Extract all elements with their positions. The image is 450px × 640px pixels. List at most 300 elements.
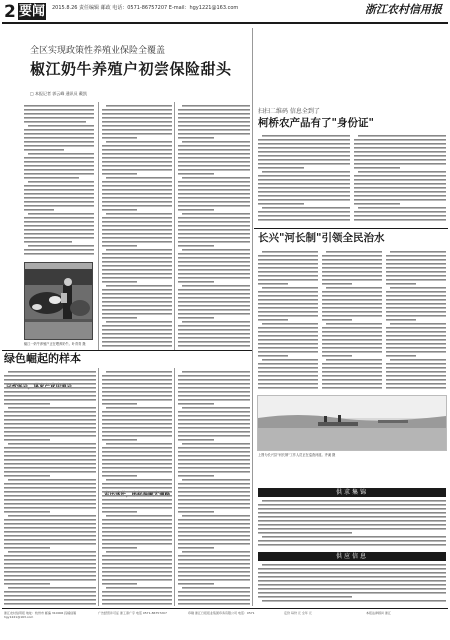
text-line (178, 483, 250, 485)
text-line (178, 555, 250, 557)
text-line (258, 532, 352, 534)
text-line (178, 487, 250, 489)
text-line (102, 225, 172, 227)
river-banner-photo (257, 395, 447, 451)
text-line (322, 315, 382, 317)
text-line (102, 313, 172, 315)
text-line (258, 283, 288, 285)
text-line (178, 591, 250, 593)
text-line (4, 475, 50, 477)
text-line (102, 337, 172, 339)
text-line (258, 255, 318, 257)
text-line (102, 399, 172, 401)
text-line (102, 181, 172, 183)
text-line (178, 125, 250, 127)
text-line (106, 321, 172, 323)
text-line (102, 415, 172, 417)
body-text (4, 370, 96, 606)
section-rule (254, 228, 448, 229)
text-line (102, 535, 172, 537)
text-line (258, 155, 350, 157)
body-text (258, 250, 318, 392)
right-kicker: 扫扫二维码 信息全到了 (258, 108, 320, 115)
text-line (102, 523, 172, 525)
text-line (386, 279, 446, 281)
text-line (386, 363, 446, 365)
text-line (102, 289, 172, 291)
text-line (258, 139, 350, 141)
text-line (322, 303, 382, 305)
text-line (102, 563, 172, 565)
text-line (386, 267, 446, 269)
text-line (178, 129, 250, 131)
text-line (102, 483, 172, 485)
text-line (178, 173, 214, 175)
text-line (4, 543, 96, 545)
text-line (102, 403, 137, 405)
text-line (102, 379, 172, 381)
text-line (178, 345, 250, 347)
text-line (4, 603, 96, 605)
text-line (102, 205, 172, 207)
text-line (178, 431, 250, 433)
text-line (386, 335, 446, 337)
text-line (4, 423, 96, 425)
text-line (102, 527, 172, 529)
text-line (102, 261, 172, 263)
text-line (102, 471, 172, 473)
text-line (102, 301, 172, 303)
text-line (102, 423, 172, 425)
text-line (178, 289, 250, 291)
text-line (106, 285, 172, 287)
text-line (354, 183, 446, 185)
text-line (106, 515, 172, 517)
text-line (258, 143, 350, 145)
text-line (258, 183, 350, 185)
text-line (102, 121, 172, 123)
text-line (258, 279, 318, 281)
text-lines (24, 104, 94, 260)
text-line (102, 511, 137, 513)
text-line (4, 431, 96, 433)
text-line (178, 281, 214, 283)
text-line (8, 443, 96, 445)
text-line (322, 299, 382, 301)
text-line (178, 209, 214, 211)
text-line (178, 133, 250, 135)
text-line (4, 391, 96, 393)
text-line (102, 487, 172, 489)
text-line (178, 245, 214, 247)
text-line (106, 407, 172, 409)
text-line (4, 591, 96, 593)
text-line (106, 177, 172, 179)
text-line (258, 580, 446, 582)
text-line (354, 159, 446, 161)
text-line (178, 495, 250, 497)
text-line (178, 531, 250, 533)
text-line (178, 459, 250, 461)
text-line (4, 559, 96, 561)
text-line (102, 375, 172, 377)
text-line (390, 359, 446, 361)
text-line (258, 311, 318, 313)
text-line (102, 269, 172, 271)
text-line (386, 311, 446, 313)
text-line (102, 161, 172, 163)
text-line (178, 313, 250, 315)
text-line (182, 321, 250, 323)
text-line (8, 479, 96, 481)
text-line (258, 215, 350, 217)
text-line (102, 345, 172, 347)
text-line (4, 539, 96, 541)
text-line (262, 135, 350, 137)
masthead-rule (2, 22, 448, 24)
footer-cell: 本报法律顾问 浙江 (366, 611, 391, 615)
text-line (354, 147, 446, 149)
text-line (178, 237, 250, 239)
text-line (258, 351, 318, 353)
text-line (178, 599, 250, 601)
text-line (262, 251, 318, 253)
text-line (102, 197, 172, 199)
body-text (258, 499, 446, 549)
lead-headline: 椒江奶牛养殖户初尝保险甜头 (30, 60, 232, 78)
banner-caption: 上图为长兴县"河长制"工作人员正在巡查河道。齐溪 摄 (258, 453, 336, 457)
text-line (8, 371, 96, 373)
text-line (258, 291, 318, 293)
text-line (4, 555, 96, 557)
text-line (102, 559, 172, 561)
text-line (322, 367, 382, 369)
text-line (354, 195, 446, 197)
text-line (178, 439, 214, 441)
text-line (102, 519, 172, 521)
box-title-supply: 供求集锦 (258, 488, 446, 497)
text-line (102, 157, 172, 159)
text-line (4, 575, 96, 577)
text-line (354, 187, 446, 189)
text-line (178, 375, 250, 377)
text-line (386, 295, 446, 297)
text-line (102, 455, 172, 457)
text-line (258, 203, 304, 205)
text-line (386, 299, 446, 301)
text-line (4, 411, 96, 413)
text-line (102, 149, 172, 151)
text-line (182, 249, 250, 251)
text-lines (258, 563, 446, 605)
text-line (258, 588, 446, 590)
text-line (178, 197, 250, 199)
text-line (262, 171, 350, 173)
text-line (4, 571, 96, 573)
text-line (102, 125, 172, 127)
text-line (354, 175, 446, 177)
text-line (178, 265, 250, 267)
text-line (322, 275, 382, 277)
text-line (8, 551, 96, 553)
text-line (178, 277, 250, 279)
text-line (322, 295, 382, 297)
text-line (4, 419, 96, 421)
text-line (178, 341, 250, 343)
masthead-meta: 2015.8.26 责任编辑 邮政 电话：0571-86757207 E-mail：hgy1221@163.com (52, 5, 239, 11)
text-line (4, 583, 50, 585)
text-line (4, 527, 96, 529)
text-line (386, 275, 446, 277)
text-line (386, 271, 446, 273)
text-line (322, 331, 382, 333)
body-text (386, 250, 446, 392)
text-line (322, 263, 382, 265)
text-line (258, 259, 318, 261)
text-line (102, 133, 172, 135)
text-line (258, 355, 288, 357)
text-line (386, 315, 446, 317)
text-line (4, 519, 96, 521)
text-line (390, 323, 446, 325)
text-line (4, 399, 96, 401)
text-line (178, 463, 250, 465)
text-line (102, 555, 172, 557)
text-lines (178, 370, 250, 606)
text-line (262, 323, 318, 325)
text-line (322, 311, 382, 313)
text-line (258, 159, 350, 161)
text-line (106, 249, 172, 251)
text-line (258, 596, 352, 598)
text-line (102, 341, 172, 343)
text-line (178, 193, 250, 195)
text-line (178, 297, 250, 299)
text-line (386, 371, 446, 373)
text-line (178, 411, 250, 413)
text-line (354, 167, 400, 169)
text-line (4, 487, 96, 489)
text-line (178, 121, 250, 123)
text-line (102, 109, 172, 111)
text-line (8, 407, 96, 409)
text-line (4, 491, 96, 493)
text-line (106, 141, 172, 143)
text-line (106, 587, 172, 589)
text-line (178, 325, 250, 327)
text-line (326, 251, 382, 253)
text-line (178, 399, 250, 401)
text-line (102, 173, 137, 175)
text-line (258, 179, 350, 181)
text-line (4, 403, 50, 405)
text-line (102, 297, 172, 299)
text-line (102, 229, 172, 231)
text-line (178, 567, 250, 569)
text-line (262, 536, 446, 538)
text-line (182, 141, 250, 143)
text-line (386, 355, 416, 357)
text-line (322, 307, 382, 309)
text-line (258, 263, 318, 265)
text-line (182, 177, 250, 179)
text-line (106, 213, 172, 215)
text-line (358, 135, 446, 137)
text-line (386, 327, 446, 329)
text-line (178, 329, 250, 331)
section-label: 要闻 (18, 4, 45, 19)
text-line (386, 387, 446, 389)
text-line (178, 475, 214, 477)
text-line (258, 303, 318, 305)
text-line (178, 257, 250, 259)
text-line (386, 383, 446, 385)
text-line (178, 317, 214, 319)
text-line (102, 193, 172, 195)
right-headline: 柯桥农产品有了"身份证" (258, 117, 374, 129)
text-line (354, 199, 446, 201)
text-line (258, 151, 350, 153)
text-line (178, 583, 214, 585)
text-line (102, 281, 137, 283)
text-line (106, 371, 172, 373)
column-divider (252, 28, 253, 606)
text-line (102, 153, 172, 155)
text-line (386, 283, 416, 285)
text-line (102, 387, 172, 389)
text-line (8, 515, 96, 517)
text-line (102, 463, 172, 465)
text-lines (178, 104, 250, 348)
text-line (258, 343, 318, 345)
text-line (178, 113, 250, 115)
text-line (178, 595, 250, 597)
body-text (102, 370, 172, 606)
text-line (178, 507, 250, 509)
text-line (322, 355, 352, 357)
text-line (178, 471, 250, 473)
text-line (178, 233, 250, 235)
text-line (182, 443, 250, 445)
text-line (4, 415, 96, 417)
text-line (390, 287, 446, 289)
text-line (322, 255, 382, 257)
text-line (102, 221, 172, 223)
text-lines (102, 370, 172, 606)
text-line (258, 516, 446, 518)
text-line (178, 217, 250, 219)
text-line (178, 301, 250, 303)
text-line (354, 215, 446, 217)
text-line (358, 207, 446, 209)
text-line (182, 285, 250, 287)
text-line (106, 105, 172, 107)
text-line (178, 185, 250, 187)
text-lines (258, 499, 446, 549)
text-line (102, 257, 172, 259)
text-line (178, 571, 250, 573)
text-line (102, 237, 172, 239)
text-line (102, 475, 137, 477)
footer-cell: 浙江农村信用报 地址：杭州市 邮编 310006 投稿信箱 hgy1221@163.com (4, 611, 77, 619)
text-line (178, 435, 250, 437)
text-line (102, 165, 172, 167)
text-line (178, 117, 250, 119)
text-lines (102, 104, 172, 348)
text-line (102, 145, 172, 147)
text-line (322, 379, 382, 381)
text-line (182, 551, 250, 553)
text-line (102, 595, 172, 597)
text-line (322, 279, 382, 281)
text-line (258, 191, 350, 193)
text-line (258, 267, 318, 269)
text-line (4, 579, 96, 581)
text-line (386, 259, 446, 261)
text-line (102, 391, 172, 393)
text-line (178, 241, 250, 243)
text-line (4, 535, 96, 537)
text-line (178, 225, 250, 227)
text-line (258, 540, 446, 542)
text-line (102, 567, 172, 569)
text-line (258, 592, 446, 594)
text-line (182, 479, 250, 481)
text-line (102, 539, 172, 541)
text-line (4, 483, 96, 485)
text-line (178, 205, 250, 207)
text-line (178, 527, 250, 529)
text-line (354, 155, 446, 157)
text-line (262, 359, 318, 361)
text-line (4, 511, 50, 513)
text-line (178, 305, 250, 307)
text-line (4, 387, 96, 389)
text-line (386, 331, 446, 333)
text-line (258, 371, 318, 373)
river-scene-photo (258, 396, 446, 450)
text-line (178, 491, 250, 493)
text-line (102, 507, 172, 509)
text-line (258, 315, 318, 317)
text-line (4, 531, 96, 533)
text-line (102, 317, 137, 319)
text-line (4, 523, 96, 525)
text-line (178, 395, 250, 397)
text-line (322, 339, 382, 341)
body-text (24, 104, 94, 260)
text-line (178, 499, 250, 501)
text-line (386, 375, 446, 377)
text-line (178, 391, 250, 393)
text-line (4, 395, 96, 397)
text-line (178, 157, 250, 159)
text-line (262, 600, 446, 602)
text-line (258, 319, 288, 321)
text-line (4, 383, 96, 385)
text-line (102, 137, 137, 139)
text-line (258, 383, 318, 385)
text-line (326, 323, 382, 325)
text-line (102, 233, 172, 235)
text-line (258, 275, 318, 277)
text-line (102, 491, 172, 493)
text-line (178, 543, 250, 545)
text-line (178, 165, 250, 167)
footer-cell: 印刷 浙江日报报业集团印务有限公司 电话：0571 (188, 611, 255, 615)
photo-caption: 椒江一奶牛养殖户正在喂养奶牛。叶青青 摄 (24, 342, 86, 346)
text-line (102, 241, 172, 243)
